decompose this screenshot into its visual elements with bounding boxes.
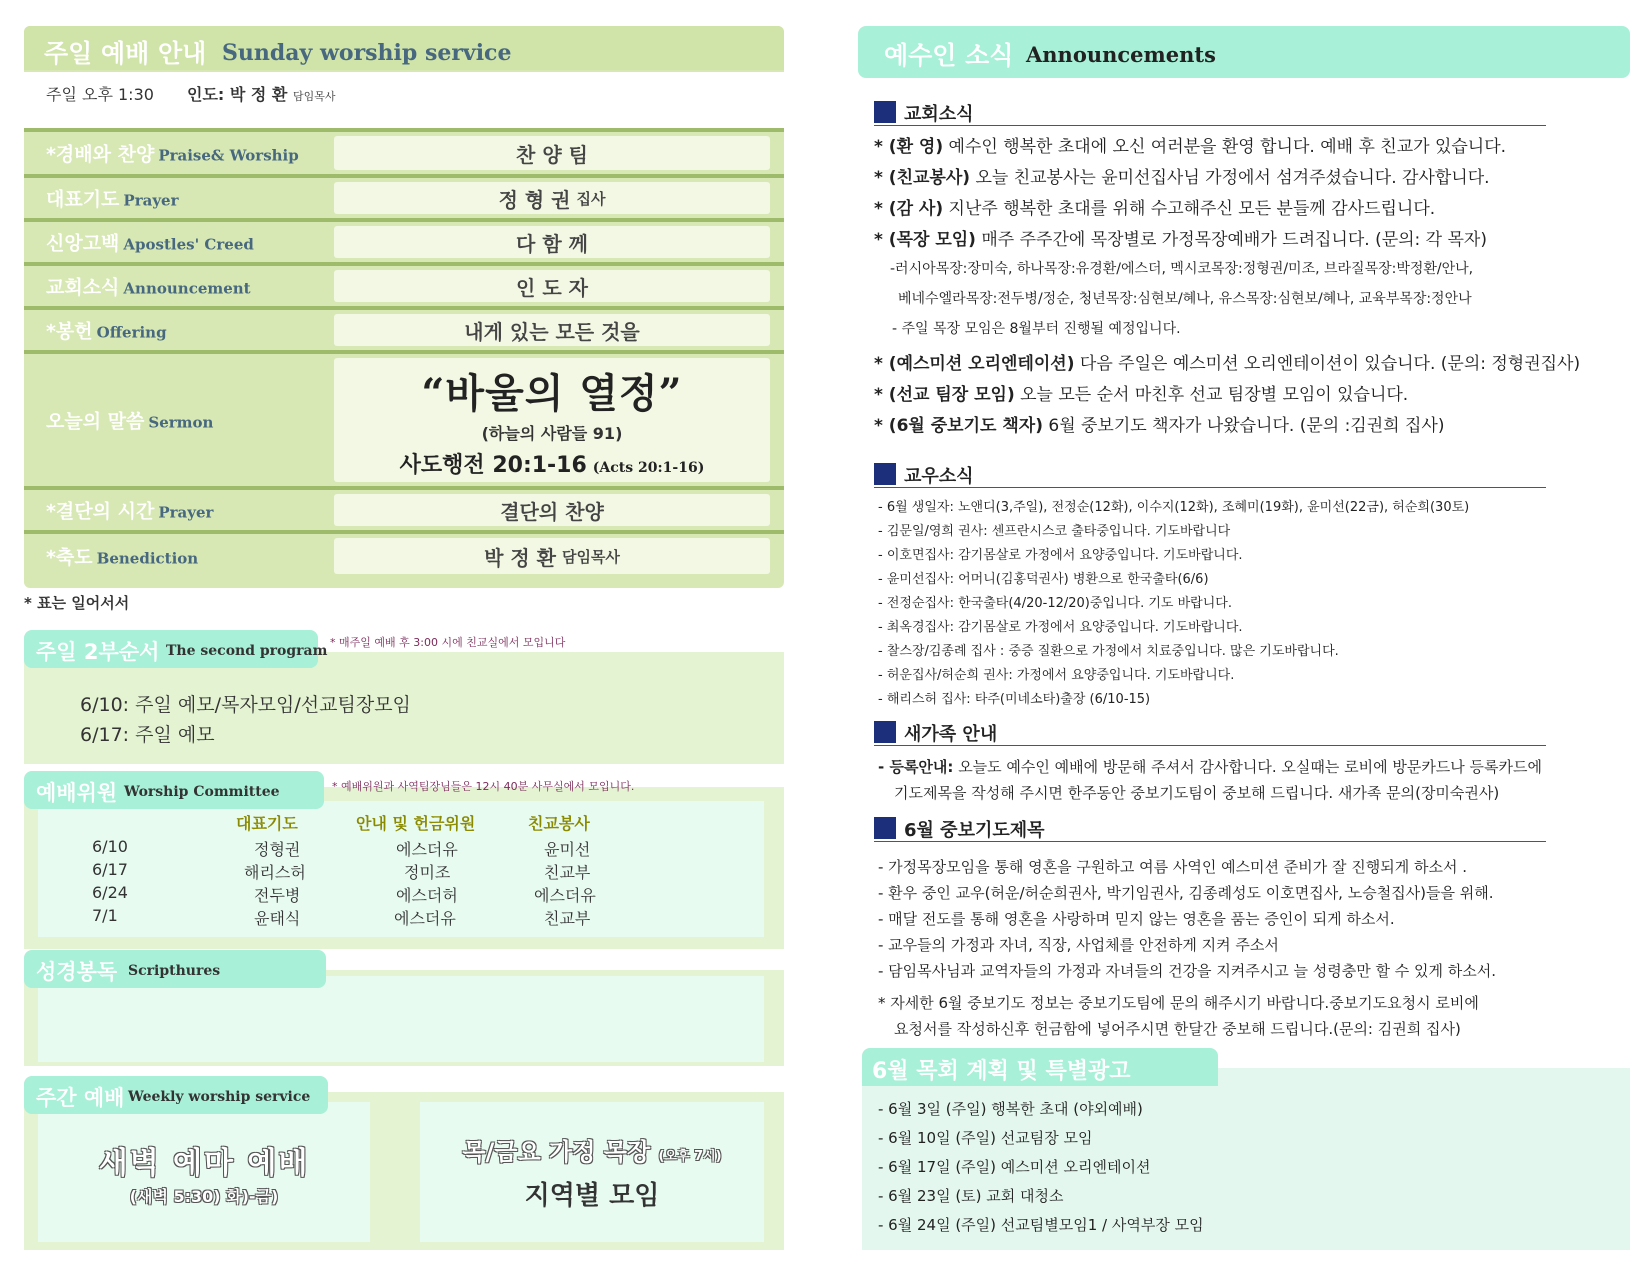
order-value: 정 형 권 (498, 187, 571, 212)
second-program-title-en: The second program (166, 643, 328, 659)
committee-header: 안내 및 헌금위원 (356, 814, 476, 833)
order-row-praise (24, 132, 784, 174)
committee-title-en: Worship Committee (124, 784, 280, 800)
order-value-role: 담임목사 (561, 547, 620, 566)
order-label-ko: 신앙고백 (46, 232, 120, 255)
order-label-ko: *결단의 시간 (46, 500, 155, 523)
order-label-ko: 교회소식 (46, 276, 120, 299)
committee-table (38, 801, 764, 937)
order-label (46, 273, 251, 300)
plan-item: - 6월 3일 (주일) 행복한 초대 (야외예배) (878, 1100, 1143, 1118)
mokjang-line: 베네수엘라목장:전두병/정순, 청년목장:심현보/혜나, 유스목장:심현보/혜나, 교육부목장:정안나 (898, 291, 1472, 307)
order-row-announcement (24, 266, 784, 306)
member-news-item: - 최옥경집사: 감기몸살로 가정에서 요양중입니다. 기도바랍니다. (878, 620, 1243, 635)
section-marker-icon (874, 721, 896, 743)
home-worship-title (462, 1132, 721, 1167)
prayer-note: * 자세한 6월 중보기도 정보는 중보기도팀에 문의 해주시기 바랍니다.중보기도요청시 로비에 (878, 994, 1479, 1012)
prayer-item: - 환우 중인 교우(허운/허순희권사, 박기임권사, 김종례성도 이호면집사, 노승철집사)들을 위해. (878, 884, 1494, 902)
stand-note: * 표는 일어서서 (24, 594, 130, 612)
worship-time: 주일 오후 1:30 (46, 85, 154, 104)
leader-role: 담임목사 (292, 90, 336, 103)
new-family-body: 오늘도 예수인 예배에 방문해 주셔서 감사합니다. 오실때는 로비에 방문카드나 등록카드에 (953, 758, 1543, 776)
worship-title-en: Sunday worship service (222, 40, 512, 66)
order-value: 내게 있는 모든 것을 (464, 319, 640, 344)
committee-prayer: 정형권 (254, 840, 301, 859)
news-text: 다음 주일은 예스미션 오리엔테이션이 있습니다. (문의: 정형권집사) (1074, 354, 1581, 374)
committee-date: 6/17 (92, 860, 128, 879)
committee-usher: 에스더허 (396, 886, 458, 905)
news-text: 예수인 행복한 초대에 오신 여러분을 환영 합니다. 예배 후 친교가 있습니다. (943, 137, 1507, 157)
news-text: 오늘 친교봉사는 윤미선집사님 가정에서 섬겨주셨습니다. 감사합니다. (970, 168, 1490, 188)
second-program-line: 6/10: 주일 예모/목자모임/선교팀장모임 (80, 694, 411, 716)
announcements-title-ko: 예수인 소식 (884, 41, 1014, 70)
member-news-item: - 찰스장/김종례 집사 : 중증 질환으로 가정에서 치료중입니다. 많은 기도바랍니다. (878, 644, 1339, 659)
committee-tab (24, 771, 324, 809)
church-news-title: 교회소식 (904, 104, 974, 125)
plan-title: 6월 목회 계획 및 특별광고 (872, 1059, 1131, 1084)
order-label (46, 185, 179, 212)
committee-row (38, 860, 764, 882)
order-label-ko: 오늘의 말씀 (46, 410, 145, 433)
worship-title-ko: 주일 예배 안내 (44, 39, 207, 68)
news-tag: * (선교 팀장 모임) (874, 385, 1015, 405)
order-label-ko: *축도 (46, 546, 93, 569)
worship-header (24, 26, 784, 70)
committee-prayer: 전두병 (254, 886, 301, 905)
sermon-reference-en: (Acts 20:1-16) (592, 459, 705, 476)
order-label (46, 497, 213, 524)
committee-fellowship: 친교부 (544, 909, 591, 928)
news-text: 지난주 행복한 초대를 위해 수고해주신 모든 분들께 감사드립니다. (943, 199, 1436, 219)
mokjang-line: - 주일 목장 모임은 8월부터 진행될 예정입니다. (892, 321, 1181, 337)
weekly-body (24, 1092, 784, 1250)
news-tag: * (감 사) (874, 199, 944, 219)
second-program-body (24, 652, 784, 764)
order-value-cell (334, 136, 770, 170)
plan-item: - 6월 17일 (주일) 예스미션 오리엔테이션 (878, 1158, 1151, 1176)
section-marker-icon (874, 463, 896, 485)
order-value: 찬 양 팀 (516, 142, 588, 167)
committee-row (38, 883, 764, 905)
order-label (46, 140, 299, 167)
committee-fellowship: 윤미선 (544, 840, 591, 859)
weekly-tab (24, 1076, 328, 1114)
new-family-title: 새가족 안내 (904, 724, 998, 745)
order-label-ko: 대표기도 (46, 188, 120, 211)
order-value: 박 정 환 (484, 545, 556, 570)
member-news-item: - 이호면집사: 감기몸살로 가정에서 요양중입니다. 기도바랍니다. (878, 548, 1243, 563)
prayer-item: - 담임목사님과 교역자들의 가정과 자녀들의 건강을 지켜주시고 늘 성령충만 할 수 있게 하소서. (878, 962, 1497, 980)
order-label-en: Benediction (96, 549, 199, 568)
committee-date: 7/1 (92, 906, 118, 925)
church-news-item (874, 411, 1444, 436)
committee-body (24, 787, 784, 949)
sermon-cell (334, 358, 770, 482)
order-value-cell (334, 314, 770, 346)
new-family-tag: - 등록안내: (878, 758, 954, 776)
order-label (46, 229, 254, 256)
member-news-item: - 김문일/영희 권사: 센프란시스코 출타중입니다. 기도바랍니다 (878, 524, 1231, 539)
new-family-text-2: 기도제목을 작성해 주시면 한주동안 중보기도팀이 중보해 드립니다. 새가족 문의(장미숙권사) (894, 784, 1500, 802)
plan-body (862, 1068, 1630, 1250)
church-news-item (874, 194, 1435, 219)
order-label-en: Apostles' Creed (123, 235, 254, 254)
second-program-line: 6/17: 주일 예모 (80, 724, 215, 746)
home-worship-time: (오후 7시) (658, 1149, 722, 1164)
prayer-item: - 교우들의 가정과 자녀, 직장, 사업체를 안전하게 지켜 주소서 (878, 936, 1279, 954)
new-family-heading (874, 718, 1546, 746)
plan-item: - 6월 24일 (주일) 선교팀별모임1 / 사역부장 모임 (878, 1216, 1204, 1234)
sermon-subtitle: (하늘의 사람들 91) (481, 423, 623, 443)
committee-usher: 에스더유 (396, 840, 458, 859)
church-news-item (874, 163, 1490, 188)
scripture-box (38, 976, 764, 1062)
plan-item: - 6월 23일 (토) 교회 대청소 (878, 1187, 1064, 1205)
section-marker-icon (874, 101, 896, 123)
prayer-item: - 매달 전도를 통해 영혼을 사랑하며 믿지 않는 영혼을 품는 증인이 되게 하소서. (878, 910, 1395, 928)
member-news-item: - 전정순집사: 한국출타(4/20-12/20)중입니다. 기도 바랍니다. (878, 596, 1232, 611)
order-value-cell (334, 182, 770, 214)
scripture-title-ko: 성경봉독 (36, 960, 118, 984)
member-news-item: - 6월 생일자: 노앤디(3,주일), 전정순(12화), 이수지(12화), 조혜미(19화), 윤미선(22금), 허순희(30토) (878, 500, 1470, 515)
sermon-reference (400, 448, 705, 479)
committee-prayer: 윤태식 (254, 909, 301, 928)
news-text: 6월 중보기도 책자가 나왔습니다. (문의 :김권희 집사) (1042, 416, 1445, 436)
second-program-note: * 매주일 예배 후 3:00 시에 친교실에서 모입니다 (330, 636, 566, 649)
order-label-en: Sermon (148, 413, 214, 432)
section-marker-icon (874, 817, 896, 839)
member-news-item: - 허운집사/허순희 권사: 가정에서 요양중입니다. 기도바랍니다. (878, 668, 1235, 683)
church-news-item (874, 132, 1506, 157)
committee-prayer: 해리스허 (244, 863, 306, 882)
weekly-title-ko: 주간 예배 (36, 1086, 125, 1110)
home-worship-subtitle: 지역별 모임 (524, 1181, 660, 1211)
order-label (46, 407, 213, 434)
committee-fellowship: 에스더유 (534, 886, 596, 905)
home-worship-box (420, 1102, 764, 1242)
sermon-title: “바울의 열정” (421, 369, 683, 417)
dawn-worship-box (38, 1102, 370, 1242)
leader-name: 인도: 박 정 환 (187, 85, 288, 104)
order-label (46, 543, 198, 570)
mokjang-line: -러시아목장:장미숙, 하나목장:유경환/에스더, 멕시코목장:정형권/미조, 브라질목장:박정환/안나, (890, 261, 1474, 277)
order-value: 다 함 께 (516, 231, 588, 256)
news-tag: * (친교봉사) (874, 168, 971, 188)
new-family-text (878, 756, 1542, 777)
plan-tab (862, 1048, 1218, 1086)
sermon-reference-ko: 사도행전 20:1-16 (399, 452, 587, 478)
news-text: 매주 주주간에 목장별로 가정목장예배가 드려집니다. (문의: 각 목자) (975, 230, 1487, 250)
church-news-item (874, 225, 1487, 250)
committee-title-ko: 예배위원 (36, 781, 118, 805)
announcements-title-en: Announcements (1026, 42, 1216, 67)
committee-usher: 에스더유 (394, 909, 456, 928)
prayer-note-2: 요청서를 작성하신후 헌금함에 넣어주시면 한달간 중보해 드립니다.(문의: 김권희 집사) (894, 1020, 1461, 1038)
weekly-title-en: Weekly worship service (128, 1089, 311, 1105)
order-label-en: Prayer (123, 191, 179, 210)
order-label-en: Praise& Worship (158, 146, 299, 165)
news-tag: * (목장 모임) (874, 230, 976, 250)
order-label-ko: *봉헌 (46, 320, 93, 343)
order-value-role: 집사 (576, 189, 606, 208)
committee-row (38, 837, 764, 859)
order-label-ko: *경배와 찬양 (46, 143, 155, 166)
news-tag: * (6월 중보기도 책자) (874, 416, 1043, 436)
order-value: 인 도 자 (516, 275, 588, 300)
order-row-sermon (24, 354, 784, 486)
committee-date: 6/10 (92, 837, 128, 856)
committee-fellowship: 친교부 (544, 863, 591, 882)
order-value: 결단의 찬양 (500, 499, 604, 524)
dawn-worship-title: 새벽 예마 예배 (98, 1145, 310, 1181)
announcements-header (858, 26, 1630, 78)
committee-usher: 정미조 (404, 863, 451, 882)
member-news-title: 교우소식 (904, 466, 974, 487)
dawn-worship-time: (새벽 5:30) 화)-금) (129, 1186, 279, 1206)
committee-date: 6/24 (92, 883, 128, 902)
plan-item: - 6월 10일 (주일) 선교팀장 모임 (878, 1129, 1093, 1147)
church-news-item (874, 349, 1580, 374)
church-news-heading (874, 98, 1546, 126)
scripture-tab (24, 950, 326, 988)
worship-info-bar (24, 72, 784, 128)
news-text: 오늘 모든 순서 마친후 선교 팀장별 모임이 있습니다. (1014, 385, 1409, 405)
order-value-cell (334, 270, 770, 302)
order-row-decision (24, 490, 784, 530)
worship-order-panel (24, 26, 784, 588)
order-row-benediction (24, 534, 784, 578)
news-tag: * (환 영) (874, 137, 944, 157)
worship-leader (187, 82, 335, 105)
scripture-title-en: Scripthures (128, 963, 221, 979)
prayer-item: - 가정목장모임을 통해 영혼을 구원하고 여름 사역인 예스미션 준비가 잘 진행되게 하소서 . (878, 858, 1468, 876)
second-program-tab (24, 630, 328, 668)
order-value-cell (334, 538, 770, 574)
news-tag: * (예스미션 오리엔테이션) (874, 354, 1075, 374)
order-value-cell (334, 226, 770, 258)
order-label (46, 317, 167, 344)
committee-row (38, 906, 764, 928)
prayer-title: 6월 중보기도제목 (904, 820, 1045, 841)
order-value-cell (334, 494, 770, 526)
committee-header: 대표기도 (236, 814, 298, 833)
second-program-title-ko: 주일 2부순서 (36, 640, 160, 664)
order-label-en: Prayer (158, 503, 214, 522)
order-label-en: Announcement (123, 279, 251, 298)
member-news-heading (874, 460, 1546, 488)
member-news-item: - 윤미선집사: 어머니(김홍덕권사) 병환으로 한국출타(6/6) (878, 572, 1209, 587)
committee-header: 친교봉사 (528, 814, 590, 833)
church-news-item (874, 380, 1408, 405)
committee-note: * 예배위원과 사역팀장님들은 12시 40분 사무실에서 모입니다. (332, 780, 635, 793)
prayer-heading (874, 814, 1546, 842)
order-row-prayer (24, 178, 784, 218)
member-news-item: - 해리스허 집사: 타주(미네소타)출장 (6/10-15) (878, 692, 1151, 707)
home-worship-name: 목/금요 가정 목장 (462, 1138, 651, 1166)
order-label-en: Offering (96, 323, 167, 342)
order-row-creed (24, 222, 784, 262)
order-row-offering (24, 310, 784, 350)
